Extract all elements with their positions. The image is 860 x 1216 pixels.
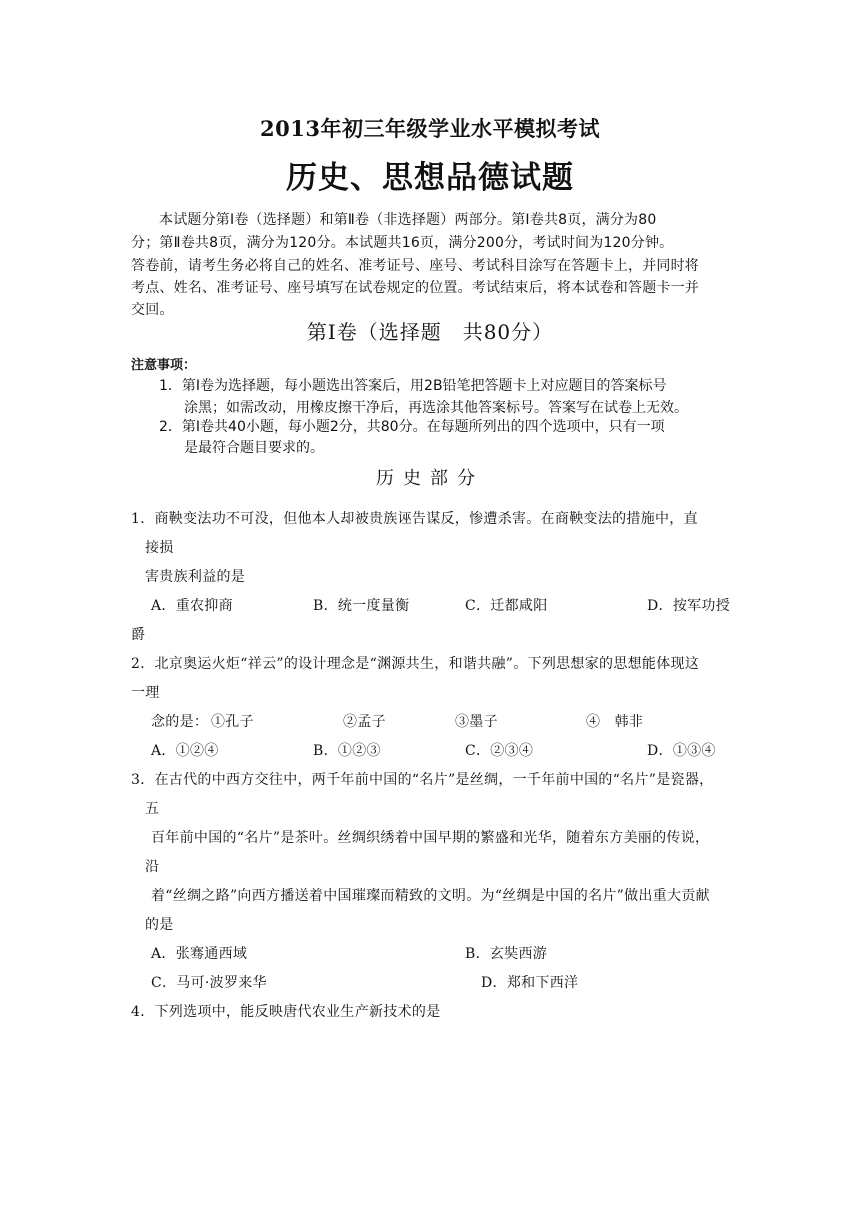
question-line: 4．下列选项中，能反映唐代农业生产新技术的是 — [131, 1004, 441, 1020]
option-c[interactable]: C．迁都咸阳 — [465, 598, 548, 614]
option-c[interactable]: C．马可·波罗来华 — [151, 975, 267, 991]
option-d[interactable]: D．①③④ — [647, 743, 716, 759]
intro-line: 答卷前，请考生务必将自己的姓名、准考证号、座号、考试科目涂写在答题卡上，并同时将 — [131, 258, 699, 274]
option-b[interactable]: B．统一度量衡 — [313, 598, 410, 614]
note-line: 1．第Ⅰ卷为选择题，每小题选出答案后，用2B铅笔把答题卡上对应题目的答案标号 — [159, 378, 667, 394]
subject-title: 历史、思想品德试题 — [286, 160, 574, 196]
intro-line: 考点、姓名、准考证号、座号填写在试卷规定的位置。考试结束后，将本试卷和答题卡一并 — [131, 280, 699, 296]
choice-item: ①孔子 — [211, 714, 254, 730]
option-a[interactable]: A．①②④ — [151, 743, 219, 759]
note-line: 涂黑；如需改动，用橡皮擦干净后，再选涂其他答案标号。答案写在试卷上无效。 — [184, 400, 688, 416]
question-line: 害贵族利益的是 — [145, 569, 246, 585]
choice-item: ②孟子 — [343, 714, 386, 730]
history-heading: 历史部分 — [376, 468, 484, 489]
question-line: 2．北京奥运火炬“祥云”的设计理念是“渊源共生，和谐共融”。下列思想家的思想能体现这 — [131, 656, 700, 672]
question-line: 百年前中国的“名片”是茶叶。丝绸织绣着中国早期的繁盛和光华，随着东方美丽的传说， — [151, 830, 710, 846]
question-line: 着“丝绸之路”向西方播送着中国璀璨而精致的文明。为“丝绸是中国的名片”做出重大贡献 — [151, 888, 710, 904]
note-line: 是最符合题目要求的。 — [184, 440, 324, 456]
question-line: 3．在古代的中西方交往中，两千年前中国的“名片”是丝绸，一千年前中国的“名片”是瓷器， — [131, 772, 714, 788]
choice-item: ③墨子 — [455, 714, 498, 730]
question-line: 念的是： — [151, 714, 209, 730]
intro-line: 分；第Ⅱ卷共8页，满分为120分。本试题共16页，满分200分，考试时间为120分钟。 — [131, 235, 674, 251]
intro-line: 交回。 — [131, 302, 174, 318]
option-d[interactable]: D．按军功授 — [647, 598, 731, 614]
option-a[interactable]: A．重农抑商 — [151, 598, 233, 614]
option-b[interactable]: B．①②③ — [313, 743, 381, 759]
section-title: 第Ⅰ卷（选择题 共80分） — [306, 320, 554, 344]
question-line: 一理 — [131, 685, 160, 701]
notes-heading: 注意事项： — [131, 358, 197, 373]
question-line: 爵 — [131, 627, 146, 643]
intro-line: 本试题分第Ⅰ卷（选择题）和第Ⅱ卷（非选择题）两部分。第Ⅰ卷共8页，满分为80 — [159, 212, 657, 228]
choice-item: ④ 韩非 — [586, 714, 644, 730]
question-line: 沿 — [145, 859, 160, 875]
option-d[interactable]: D．郑和下西洋 — [481, 975, 579, 991]
question-line: 的是 — [145, 917, 174, 933]
question-line: 接损 — [145, 540, 174, 556]
option-b[interactable]: B．玄奘西游 — [465, 946, 548, 962]
note-line: 2．第Ⅰ卷共40小题，每小题2分，共80分。在每题所列出的四个选项中，只有一项 — [159, 419, 665, 435]
exam-title: 2013年初三年级学业水平模拟考试 — [260, 116, 600, 141]
question-line: 五 — [145, 801, 160, 817]
option-a[interactable]: A．张骞通西域 — [151, 946, 248, 962]
question-line: 1．商鞅变法功不可没，但他本人却被贵族诬告谋反，惨遭杀害。在商鞅变法的措施中，直 — [131, 511, 698, 527]
option-c[interactable]: C．②③④ — [465, 743, 534, 759]
